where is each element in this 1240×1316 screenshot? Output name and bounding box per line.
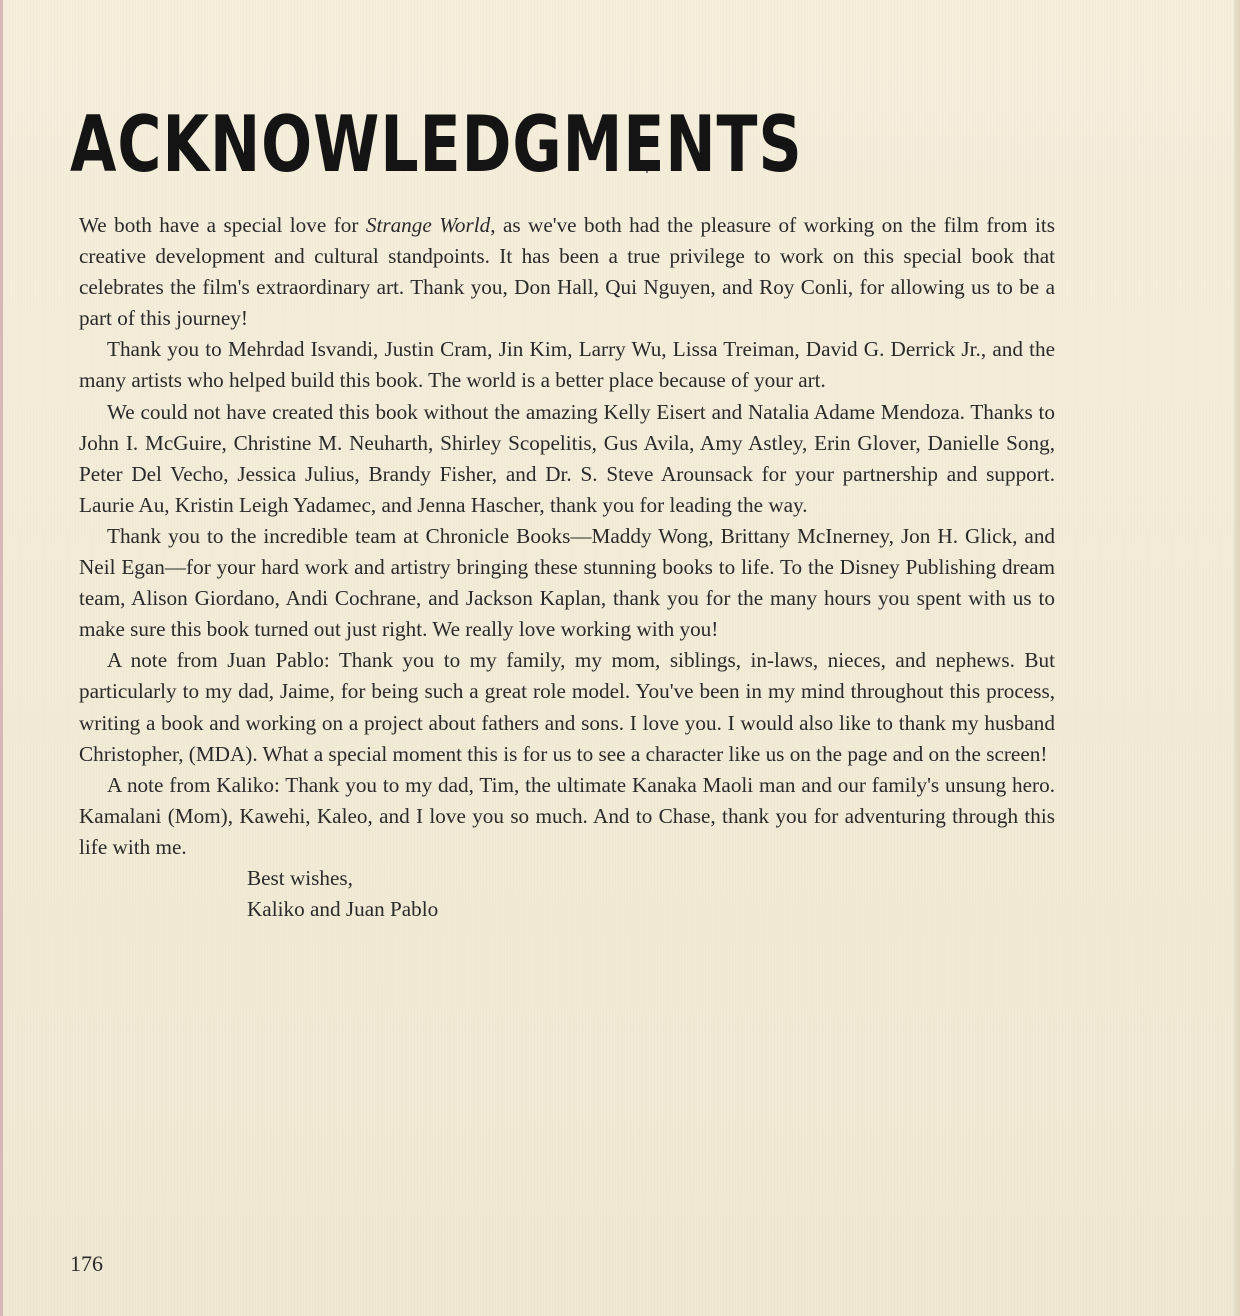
page-edge-right <box>1234 0 1240 1316</box>
film-title-italic: Strange World <box>365 213 491 237</box>
page-title: ACKNOWLEDGMENTS <box>70 99 803 191</box>
paragraph-1 <box>79 210 1055 334</box>
acknowledgments-body <box>79 210 1055 925</box>
paragraph-6: A note from Kaliko: Thank you to my dad, Tim, the ultimate Kanaka Maoli man and our family's unsung hero. Kamalani (Mom), Kawehi, Kaleo, and I love you so much. And to Chase, thank you for adventuring through this life with me. <box>79 772 1055 859</box>
paragraph-4: Thank you to the incredible team at Chronicle Books—Maddy Wong, Brittany McInerney, Jon H. Glick, and Neil Egan—for your hard work and artistry bringing these stunning books to life. To the Disney Publishing dream team, Alison Giordano, Andi Cochrane, and Jackson Kaplan, thank you for the many hours you spent with us to make sure this book turned out just right. We really love working with you! <box>79 523 1055 642</box>
page-number: 176 <box>70 1251 103 1276</box>
signoff-closing: Best wishes, <box>247 865 353 890</box>
paragraph-5: A note from Juan Pablo: Thank you to my family, my mom, siblings, in-laws, nieces, and nephews. But particularly to my dad, Jaime, for being such a great role model. You've been in my mind throughout this process, writing a book and working on a project about fathers and sons. I love you. I would also like to thank my husband Christopher, (MDA). What a special moment this is for us to see a character like us on the page and on the screen! <box>79 648 1055 766</box>
paragraph-1-lead: We both have a special love for <box>79 213 366 237</box>
paragraph-1-rest: , as we've both had the pleasure of working on the film from its creative development and cultural standpoints. It has been a true privilege to work on this special book that celebrates the film's extraordinary art. Thank you, Don Hall, Qui Nguyen, and Roy Conli, for allowing us to be a part of this journey! <box>79 213 1055 331</box>
page-edge-left <box>0 0 3 1316</box>
signoff-names: Kaliko and Juan Pablo <box>247 897 439 922</box>
paragraph-3: We could not have created this book without the amazing Kelly Eisert and Natalia Adame Mendoza. Thanks to John I. McGuire, Christine M. Neuharth, Shirley Scopelitis, Gus Avila, Amy Astley, Erin Glover, Danielle Song, Peter Del Vecho, Jessica Julius, Brandy Fisher, and Dr. S. Steve Arounsack for your partnership and support. Laurie Au, Kristin Leigh Yadamec, and Jenna Hascher, thank you for leading the way. <box>79 399 1055 517</box>
paragraph-2: Thank you to Mehrdad Isvandi, Justin Cram, Jin Kim, Larry Wu, Lissa Treiman, David G. Derrick Jr., and the many artists who helped build this book. The world is a better place because of your art. <box>79 337 1055 393</box>
